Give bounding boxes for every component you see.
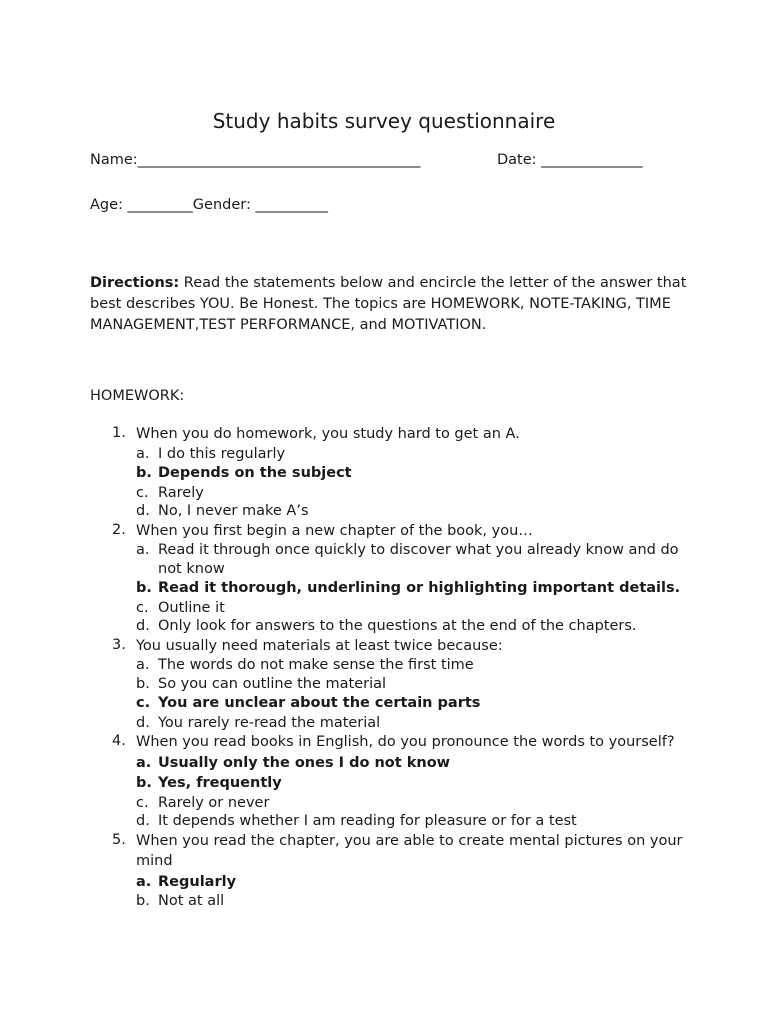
question-text: When you first begin a new chapter of the book, you… xyxy=(136,522,533,539)
name-field: Name:_______________________________________ xyxy=(90,152,421,168)
age-gender-line xyxy=(90,196,328,214)
date-field: Date: ______________ xyxy=(497,152,643,168)
answer-option xyxy=(136,714,690,733)
question-number: 2. xyxy=(112,521,126,538)
answer-option xyxy=(136,675,690,694)
option-text: Only look for answers to the questions at the end of the chapters. xyxy=(158,618,637,634)
question-text: When you do homework, you study hard to get an A. xyxy=(136,426,520,442)
option-text: Outline it xyxy=(158,599,225,616)
option-text: Rarely xyxy=(158,484,204,501)
gender-field: Gender: __________ xyxy=(192,197,328,213)
option-letter: d. xyxy=(136,503,150,519)
answer-option xyxy=(136,541,690,578)
question-text: When you read books in English, do you pronounce the words to yourself? xyxy=(136,734,675,750)
option-letter: c. xyxy=(136,794,149,811)
option-text: Yes, frequently xyxy=(158,775,282,791)
option-text: Depends on the subject xyxy=(158,465,352,481)
option-text: It depends whether I am reading for pleasure or for a test xyxy=(158,813,577,829)
answer-option xyxy=(136,794,690,813)
answer-option xyxy=(136,773,690,794)
option-letter: a. xyxy=(136,657,150,673)
question-number: 5. xyxy=(112,831,126,848)
answer-option xyxy=(136,693,690,714)
option-letter: d. xyxy=(136,813,150,829)
option-text: Usually only the ones I do not know xyxy=(158,754,451,771)
directions-label: Directions: xyxy=(90,275,180,291)
option-text: No, I never make A’s xyxy=(158,503,309,519)
option-letter: d. xyxy=(136,714,150,731)
option-letter: a. xyxy=(136,873,152,890)
question-text: When you read the chapter, you are able to create mental pictures on your mind xyxy=(136,832,683,869)
question-item xyxy=(90,636,690,733)
option-letter: b. xyxy=(136,580,152,596)
answer-option xyxy=(136,502,690,521)
answer-option xyxy=(136,812,690,831)
question-number: 3. xyxy=(112,636,126,653)
option-letter: c. xyxy=(136,484,149,501)
option-letter: a. xyxy=(136,754,152,771)
option-text: Regularly xyxy=(158,873,237,890)
option-text: Read it through once quickly to discover what you already know and do not know xyxy=(158,542,679,577)
question-item xyxy=(90,424,690,521)
option-text: So you can outline the material xyxy=(158,675,387,692)
option-text: You rarely re-read the material xyxy=(158,714,381,731)
answer-option xyxy=(136,599,690,618)
answer-option xyxy=(136,892,690,911)
option-letter: c. xyxy=(136,695,151,711)
option-letter: b. xyxy=(136,893,150,909)
question-item xyxy=(90,831,690,911)
option-text: Not at all xyxy=(158,893,225,909)
question-text: You usually need materials at least twice because: xyxy=(136,637,503,654)
option-letter: a. xyxy=(136,445,150,462)
option-letter: b. xyxy=(136,465,152,481)
option-letter: b. xyxy=(136,775,152,791)
answer-option xyxy=(136,445,690,464)
question-item xyxy=(90,521,690,636)
answer-option xyxy=(136,463,690,484)
option-text: The words do not make sense the first time xyxy=(158,657,474,673)
answer-option xyxy=(136,617,690,636)
question-list xyxy=(90,424,690,911)
option-letter: a. xyxy=(136,542,150,558)
answer-option xyxy=(136,484,690,503)
answer-option xyxy=(136,656,690,675)
page-title: Study habits survey questionnaire xyxy=(212,109,556,133)
section-heading: HOMEWORK: xyxy=(90,388,185,404)
answer-option xyxy=(136,872,690,893)
option-text: Rarely or never xyxy=(158,794,270,811)
option-letter: d. xyxy=(136,618,150,634)
question-item xyxy=(90,732,690,831)
option-text: I do this regularly xyxy=(158,445,286,462)
option-letter: c. xyxy=(136,599,149,616)
directions-text: Read the statements below and encircle the letter of the answer that best describes YOU. Be Honest. The topics are HOMEWORK, NOTE-TAKING, TIME MANAGEMENT,TEST PERFORMANCE, and MOTIVATION. xyxy=(90,275,687,333)
answer-option xyxy=(136,578,690,599)
age-field: Age: _________ xyxy=(90,197,193,213)
directions-paragraph xyxy=(90,273,690,336)
option-text: Read it thorough, underlining or highlighting important details. xyxy=(158,580,681,596)
option-text: You are unclear about the certain parts xyxy=(158,695,481,711)
answer-option xyxy=(136,753,690,774)
option-letter: b. xyxy=(136,675,150,692)
question-number: 1. xyxy=(112,425,126,441)
question-number: 4. xyxy=(112,733,126,749)
